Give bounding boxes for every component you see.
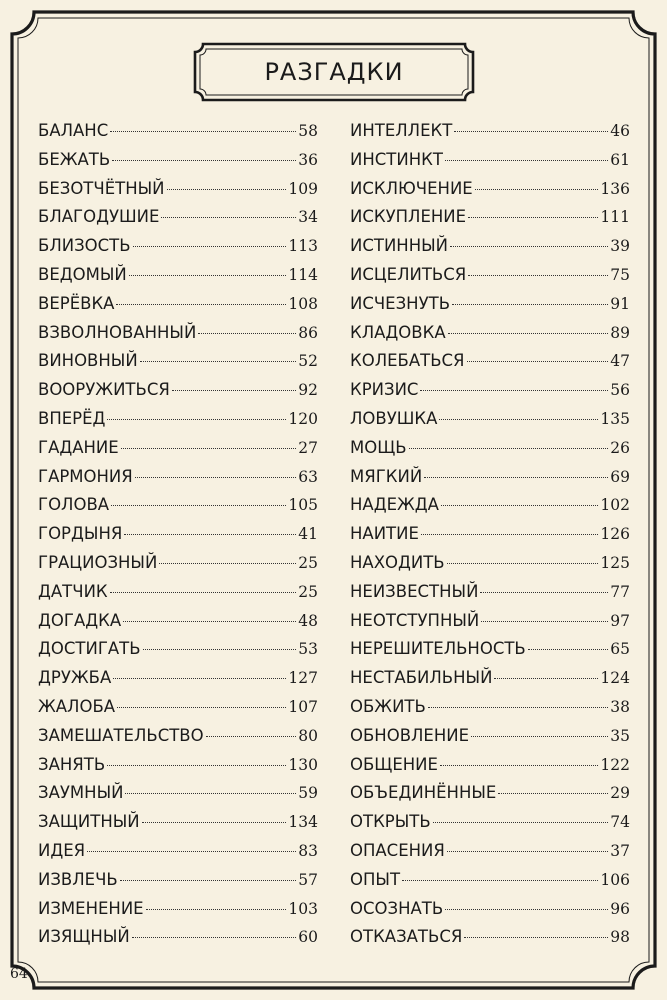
index-entry [350, 376, 630, 405]
dot-leader [87, 851, 296, 852]
dot-leader [481, 621, 608, 622]
index-entry [350, 290, 630, 319]
entry-word: ОБЖИТЬ [350, 696, 426, 716]
index-entry [38, 319, 318, 348]
entry-word: НАДЕЖДА [350, 495, 439, 515]
index-entry [350, 491, 630, 520]
entry-page-number: 52 [298, 352, 318, 371]
entry-page-number: 35 [610, 726, 630, 745]
entry-word: ВООРУЖИТЬСЯ [38, 380, 170, 400]
dot-leader [146, 909, 287, 910]
index-entry [38, 463, 318, 492]
index-entry [350, 261, 630, 290]
dot-leader [445, 160, 608, 161]
entry-word: НЕИЗВЕСТНЫЙ [350, 581, 479, 601]
entry-page-number: 29 [610, 784, 630, 803]
entry-page-number: 126 [600, 525, 630, 544]
entry-page-number: 107 [288, 697, 318, 716]
entry-word: ГАРМОНИЯ [38, 466, 133, 486]
entry-page-number: 58 [298, 122, 318, 140]
dot-leader [464, 937, 608, 938]
entry-word: ИСКУПЛЕНИЕ [350, 207, 467, 227]
dot-leader [475, 189, 599, 190]
entry-page-number: 130 [288, 755, 318, 774]
entry-page-number: 59 [298, 784, 318, 803]
dot-leader [121, 448, 297, 449]
entry-word: НЕСТАБИЛЬНЫЙ [350, 668, 493, 688]
entry-word: НАХОДИТЬ [350, 552, 445, 572]
dot-leader [167, 189, 287, 190]
dot-leader [142, 822, 287, 823]
index-entry [350, 117, 630, 146]
entry-page-number: 77 [610, 582, 630, 601]
entry-page-number: 56 [610, 381, 630, 400]
index-entry [350, 837, 630, 866]
entry-word: ВЕДОМЫЙ [38, 264, 127, 284]
entry-page-number: 83 [298, 841, 318, 860]
entry-page-number: 136 [600, 179, 630, 198]
index-entry [350, 664, 630, 693]
entry-page-number: 63 [298, 467, 318, 486]
index-entry [350, 779, 630, 808]
entry-page-number: 122 [600, 755, 630, 774]
dot-leader [441, 505, 598, 506]
dot-leader [421, 534, 599, 535]
entry-page-number: 86 [298, 323, 318, 342]
index-entry [350, 693, 630, 722]
entry-word: ОБНОВЛЕНИЕ [350, 725, 470, 745]
entry-page-number: 91 [610, 294, 630, 313]
entry-page-number: 102 [600, 496, 630, 515]
dot-leader [206, 736, 297, 737]
entry-page-number: 37 [610, 841, 630, 860]
index-entry [38, 549, 318, 578]
index-entry [38, 578, 318, 607]
entry-page-number: 57 [298, 870, 318, 889]
dot-leader [420, 390, 608, 391]
index-entry [350, 895, 630, 924]
index-entry [38, 866, 318, 895]
dot-leader [120, 880, 297, 881]
entry-page-number: 109 [288, 179, 318, 198]
entry-page-number: 108 [288, 294, 318, 313]
index-entry [350, 434, 630, 463]
dot-leader [129, 275, 287, 276]
dot-leader [113, 678, 286, 679]
entry-word: ОТКАЗАТЬСЯ [350, 927, 463, 947]
entry-page-number: 39 [610, 237, 630, 256]
index-entry [38, 607, 318, 636]
index-entry [38, 837, 318, 866]
index-entry [350, 549, 630, 578]
entry-word: БЛАГОДУШИЕ [38, 207, 160, 227]
index-entry [38, 808, 318, 837]
dot-leader [452, 304, 608, 305]
dot-leader [172, 390, 296, 391]
entry-page-number: 34 [298, 208, 318, 227]
entry-page-number: 69 [610, 467, 630, 486]
entry-word: БЕЗОТЧЁТНЫЙ [38, 178, 165, 198]
dot-leader [110, 131, 296, 132]
entry-word: НАИТИЕ [350, 524, 419, 544]
entry-page-number: 53 [298, 640, 318, 659]
entry-word: ЛОВУШКА [350, 408, 438, 428]
index-entry [350, 751, 630, 780]
entry-page-number: 41 [298, 525, 318, 544]
index-entry [350, 866, 630, 895]
entry-page-number: 98 [610, 928, 630, 947]
index-entry [350, 319, 630, 348]
index-entry [38, 232, 318, 261]
entry-word: КОЛЕБАТЬСЯ [350, 351, 465, 371]
index-entry [38, 376, 318, 405]
index-entry [350, 232, 630, 261]
entry-word: ИЗЯЩНЫЙ [38, 927, 130, 947]
entry-word: КЛАДОВКА [350, 322, 446, 342]
entry-word: ЖАЛОБА [38, 696, 116, 716]
entry-word: ИЗВЛЕЧЬ [38, 869, 118, 889]
index-entry [38, 491, 318, 520]
entry-word: ИСТИННЫЙ [350, 236, 449, 256]
index-entry [350, 722, 630, 751]
entry-word: ОСОЗНАТЬ [350, 898, 444, 918]
entry-word: ИСКЛЮЧЕНИЕ [350, 178, 473, 198]
entry-page-number: 80 [298, 726, 318, 745]
index-entry [38, 434, 318, 463]
entry-page-number: 89 [610, 323, 630, 342]
entry-word: ЗАЩИТНЫЙ [38, 812, 140, 832]
dot-leader [198, 333, 296, 334]
entry-page-number: 47 [610, 352, 630, 371]
dot-leader [445, 909, 608, 910]
entry-word: ИНСТИНКТ [350, 149, 443, 169]
dot-leader [471, 736, 608, 737]
dot-leader [424, 477, 608, 478]
entry-word: ВИНОВНЫЙ [38, 351, 138, 371]
entry-word: ГАДАНИЕ [38, 437, 119, 457]
entry-page-number: 113 [288, 237, 318, 256]
entry-page-number: 26 [610, 438, 630, 457]
entry-word: ОТКРЫТЬ [350, 812, 431, 832]
index-entry [38, 895, 318, 924]
entry-word: ОПАСЕНИЯ [350, 840, 445, 860]
entry-word: ДРУЖБА [38, 668, 112, 688]
entry-page-number: 38 [610, 697, 630, 716]
index-entry [38, 261, 318, 290]
answers-right-column [350, 117, 630, 952]
index-entry [38, 146, 318, 175]
entry-page-number: 125 [600, 553, 630, 572]
index-entry [350, 146, 630, 175]
index-entry [38, 751, 318, 780]
index-entry [38, 722, 318, 751]
entry-page-number: 96 [610, 899, 630, 918]
entry-page-number: 114 [288, 265, 318, 284]
index-entry [350, 808, 630, 837]
index-entry [38, 664, 318, 693]
dot-leader [440, 765, 598, 766]
dot-leader [467, 361, 609, 362]
dot-leader [116, 304, 286, 305]
index-entry [350, 347, 630, 376]
index-entry [38, 779, 318, 808]
dot-leader [161, 217, 296, 218]
index-entry [38, 117, 318, 146]
entry-page-number: 127 [288, 669, 318, 688]
entry-page-number: 124 [600, 669, 630, 688]
dot-leader [402, 880, 598, 881]
dot-leader [132, 937, 297, 938]
dot-leader [140, 361, 297, 362]
entry-page-number: 97 [610, 611, 630, 630]
entry-word: ГОЛОВА [38, 495, 110, 515]
dot-leader [439, 419, 598, 420]
title-plaque [193, 42, 475, 102]
dot-leader [107, 765, 286, 766]
entry-word: ИДЕЯ [38, 840, 86, 860]
dot-leader [447, 563, 599, 564]
entry-word: ИСЧЕЗНУТЬ [350, 293, 451, 313]
entry-word: ЗАМЕШАТЕЛЬСТВО [38, 725, 204, 745]
index-entry [38, 520, 318, 549]
entry-word: ГРАЦИОЗНЫЙ [38, 552, 158, 572]
index-entry [38, 405, 318, 434]
entry-word: КРИЗИС [350, 380, 419, 400]
dot-leader [135, 477, 297, 478]
dot-leader [133, 246, 287, 247]
entry-page-number: 134 [288, 813, 318, 832]
entry-page-number: 135 [600, 409, 630, 428]
dot-leader [428, 707, 608, 708]
entry-word: МОЩЬ [350, 437, 407, 457]
entry-page-number: 75 [610, 265, 630, 284]
entry-word: БАЛАНС [38, 121, 109, 140]
entry-page-number: 27 [298, 438, 318, 457]
entry-page-number: 92 [298, 381, 318, 400]
dot-leader [498, 793, 608, 794]
page-title: РАЗГАДКИ [264, 58, 404, 86]
entry-page-number: 25 [298, 582, 318, 601]
dot-leader [110, 592, 297, 593]
dot-leader [454, 131, 608, 132]
entry-page-number: 60 [298, 928, 318, 947]
entry-word: ДОГАДКА [38, 610, 122, 630]
dot-leader [528, 649, 609, 650]
dot-leader [117, 707, 286, 708]
entry-word: ОБЩЕНИЕ [350, 754, 438, 774]
dot-leader [409, 448, 609, 449]
dot-leader [111, 505, 286, 506]
entry-page-number: 25 [298, 553, 318, 572]
entry-word: ВЗВОЛНОВАННЫЙ [38, 322, 197, 342]
entry-word: ИСЦЕЛИТЬСЯ [350, 264, 467, 284]
entry-word: НЕРЕШИТЕЛЬНОСТЬ [350, 639, 526, 659]
dot-leader [468, 217, 598, 218]
index-entry [38, 635, 318, 664]
index-entry [38, 290, 318, 319]
index-entry [350, 405, 630, 434]
index-entry [350, 203, 630, 232]
index-entry [350, 520, 630, 549]
entry-word: ИЗМЕНЕНИЕ [38, 898, 144, 918]
index-entry [38, 203, 318, 232]
entry-word: ВЕРЁВКА [38, 293, 115, 313]
index-entry [38, 693, 318, 722]
dot-leader [448, 333, 609, 334]
dot-leader [143, 649, 297, 650]
entry-word: ВПЕРЁД [38, 408, 106, 428]
dot-leader [433, 822, 609, 823]
entry-word: БЛИЗОСТЬ [38, 236, 131, 256]
index-entry [350, 607, 630, 636]
entry-word: ГОРДЫНЯ [38, 524, 123, 544]
index-entry [38, 175, 318, 204]
entry-page-number: 48 [298, 611, 318, 630]
entry-word: ОБЪЕДИНЁННЫЕ [350, 783, 497, 803]
index-entry [38, 923, 318, 952]
index-entry [350, 175, 630, 204]
dot-leader [450, 246, 608, 247]
dot-leader [468, 275, 608, 276]
entry-word: ДОСТИГАТЬ [38, 639, 141, 659]
entry-word: ЗАНЯТЬ [38, 754, 106, 774]
entry-word: ИНТЕЛЛЕКТ [350, 121, 453, 140]
entry-word: НЕОТСТУПНЫЙ [350, 610, 480, 630]
entry-page-number: 106 [600, 870, 630, 889]
entry-word: БЕЖАТЬ [38, 149, 111, 169]
entry-page-number: 61 [610, 150, 630, 169]
answers-left-column [38, 117, 318, 952]
entry-word: ДАТЧИК [38, 581, 108, 601]
index-entry [350, 923, 630, 952]
entry-page-number: 105 [288, 496, 318, 515]
dot-leader [494, 678, 598, 679]
page-number: 64 [10, 966, 28, 982]
dot-leader [124, 534, 296, 535]
dot-leader [159, 563, 296, 564]
index-entry [350, 463, 630, 492]
entry-page-number: 46 [610, 122, 630, 140]
entry-page-number: 111 [600, 208, 630, 227]
dot-leader [125, 793, 296, 794]
dot-leader [107, 419, 286, 420]
entry-word: МЯГКИЙ [350, 466, 423, 486]
dot-leader [123, 621, 296, 622]
entry-page-number: 120 [288, 409, 318, 428]
index-entry [38, 347, 318, 376]
entry-page-number: 65 [610, 640, 630, 659]
dot-leader [112, 160, 296, 161]
entry-page-number: 36 [298, 150, 318, 169]
entry-word: ЗАУМНЫЙ [38, 783, 124, 803]
index-entry [350, 578, 630, 607]
entry-page-number: 74 [610, 813, 630, 832]
dot-leader [447, 851, 608, 852]
index-entry [350, 635, 630, 664]
entry-word: ОПЫТ [350, 869, 401, 889]
entry-page-number: 103 [288, 899, 318, 918]
dot-leader [480, 592, 608, 593]
